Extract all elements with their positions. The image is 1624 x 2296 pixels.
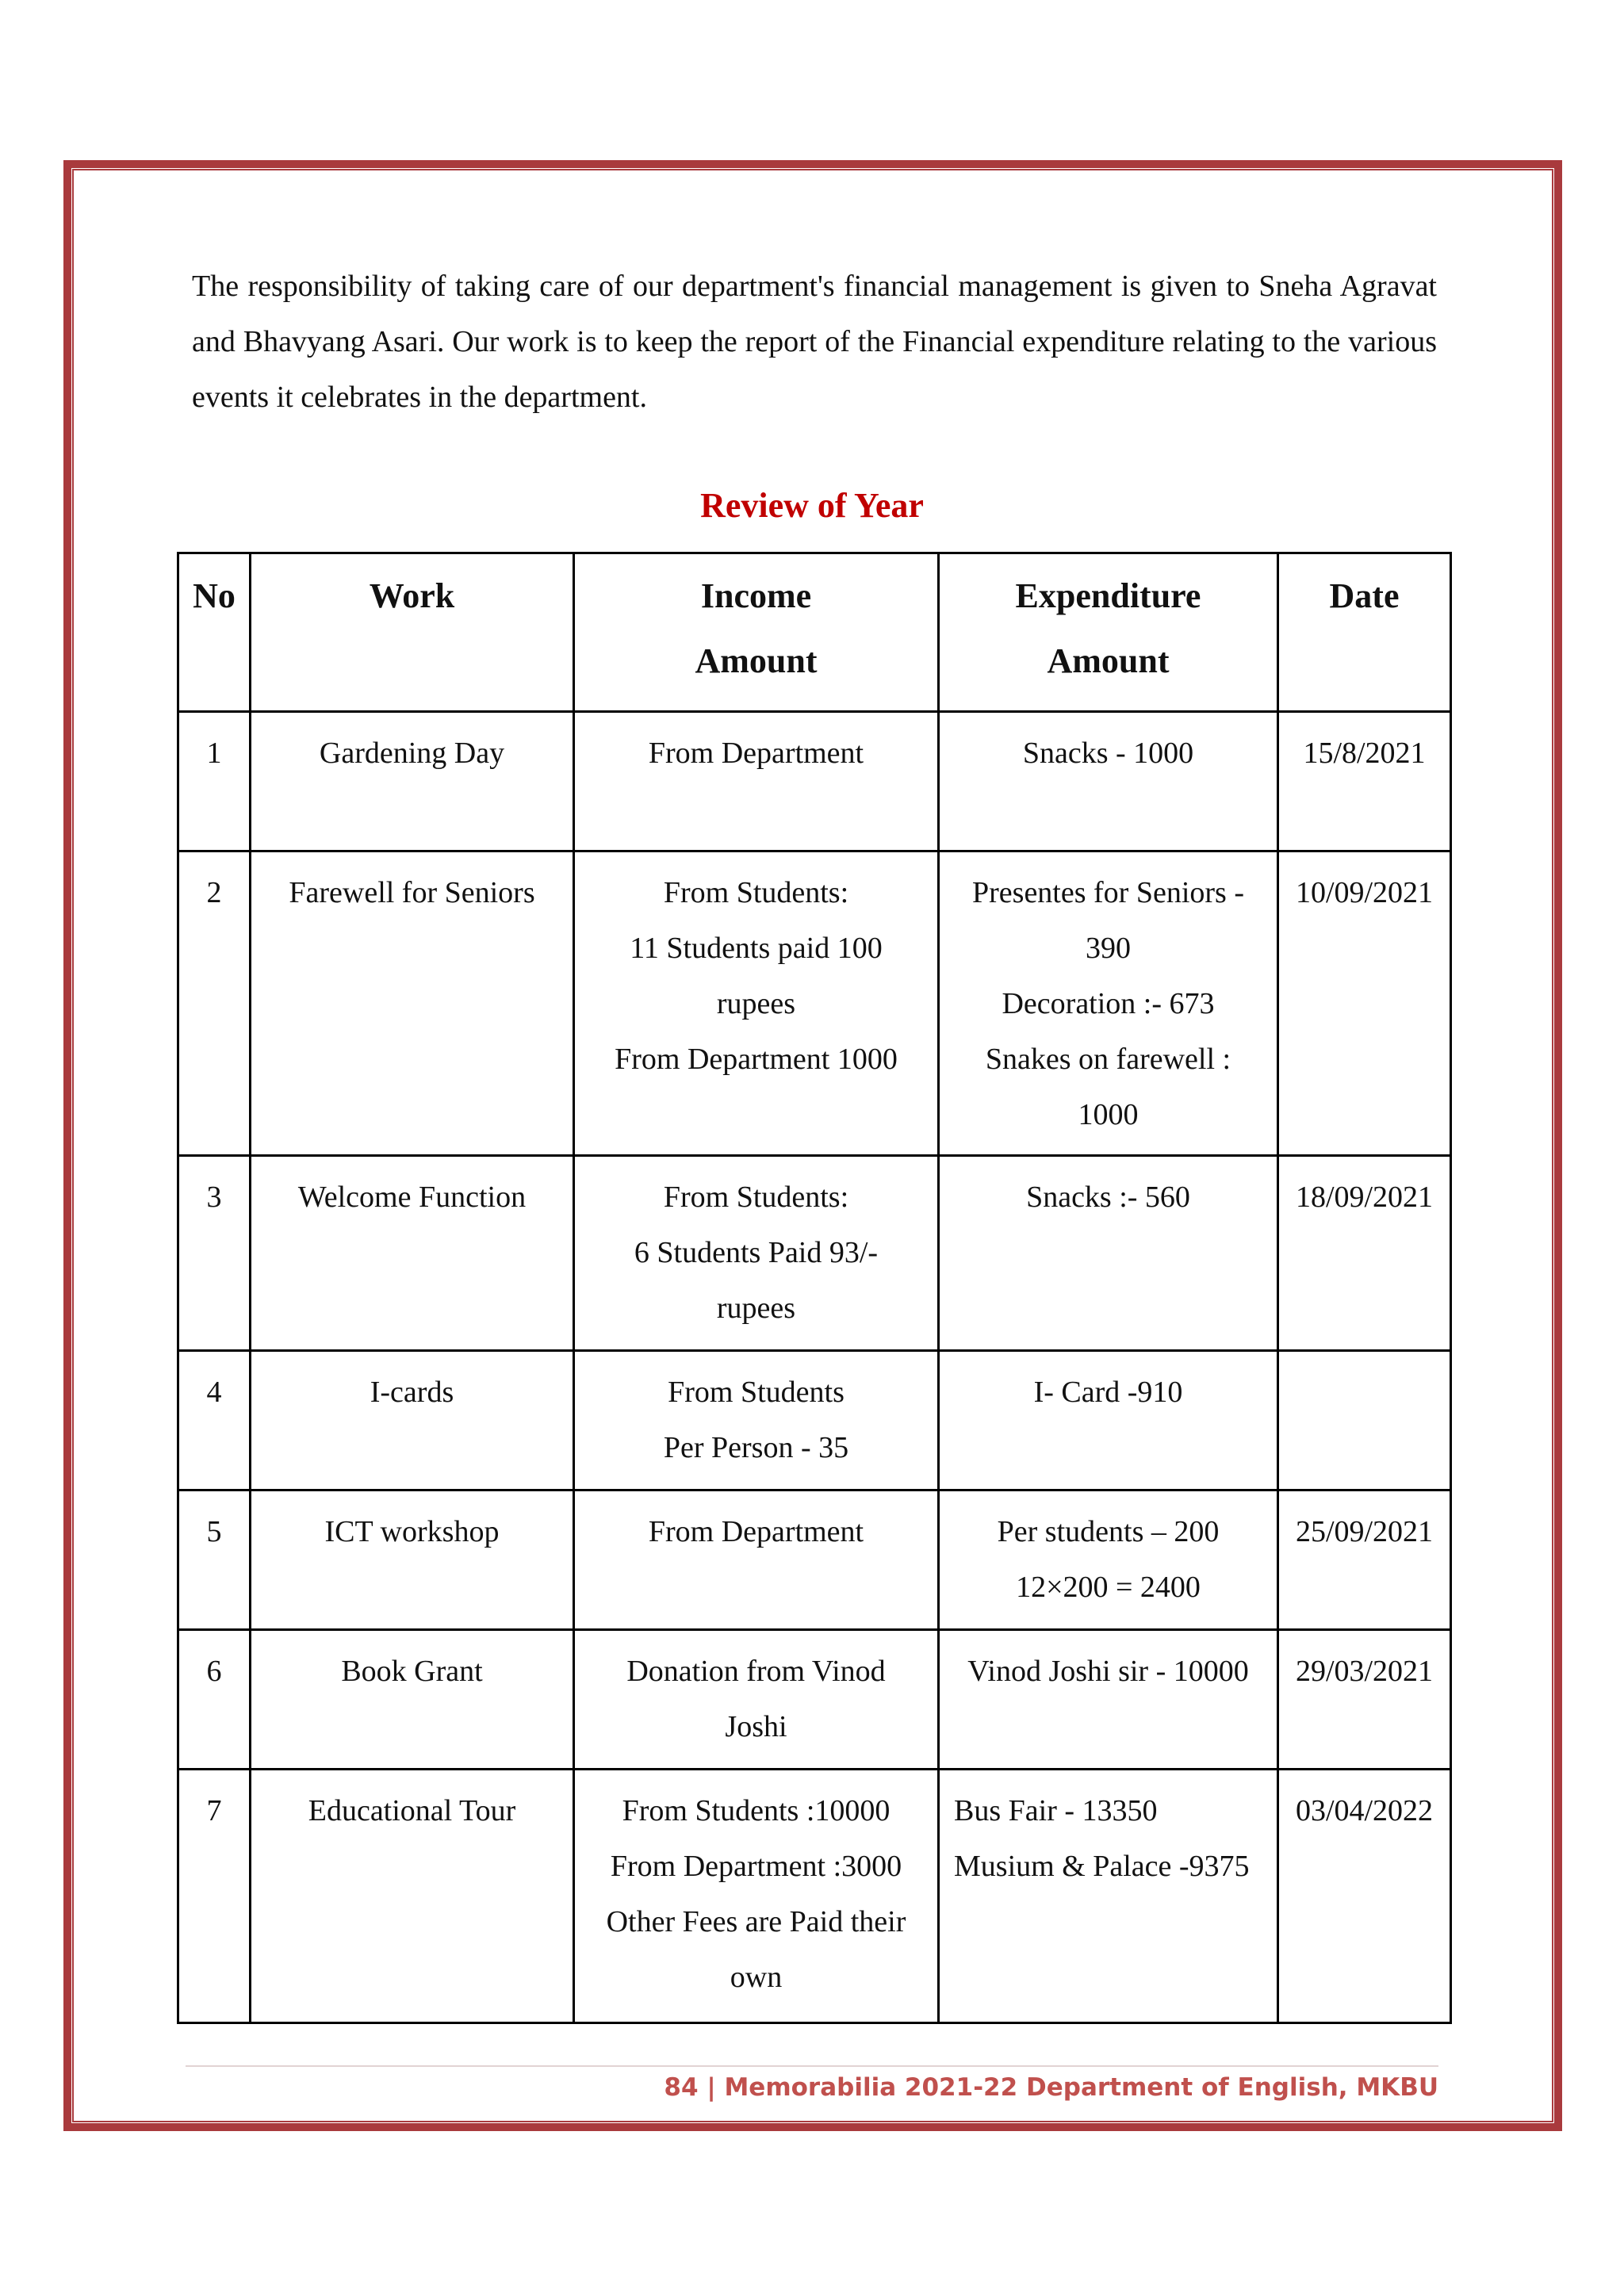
cell-work: Farewell for Seniors (251, 851, 574, 1156)
table-row (178, 1630, 1451, 1770)
table-row (178, 1490, 1451, 1630)
cell-work: Welcome Function (251, 1156, 574, 1351)
cell-income: From Department (574, 712, 939, 851)
cell-income: From Students :10000 From Department :3000 Other Fees are Paid their own (574, 1770, 939, 2023)
cell-no: 4 (178, 1351, 251, 1490)
table-header-row (178, 553, 1451, 712)
cell-income: From Students: 11 Students paid 100 rupees From Department 1000 (574, 851, 939, 1156)
cell-no: 7 (178, 1770, 251, 2023)
cell-expenditure: I- Card -910 (939, 1351, 1278, 1490)
cell-expenditure: Snacks :- 560 (939, 1156, 1278, 1351)
cell-income: From Students Per Person - 35 (574, 1351, 939, 1490)
cell-no: 6 (178, 1630, 251, 1770)
cell-income: Donation from Vinod Joshi (574, 1630, 939, 1770)
cell-date: 18/09/2021 (1278, 1156, 1451, 1351)
footer-separator: | (707, 2073, 716, 2102)
intro-paragraph: The responsibility of taking care of our department's financial management is given to Sneha Agravat and Bhavyang Asari. Our work is to keep the report of the Financial expenditure relating to the various events it celebrates in the department. (192, 270, 1437, 414)
header-no: No (178, 553, 251, 712)
cell-no: 2 (178, 851, 251, 1156)
table-row (178, 712, 1451, 851)
cell-income: From Students: 6 Students Paid 93/- rupees (574, 1156, 939, 1351)
header-work: Work (251, 553, 574, 712)
footer-title: Memorabilia 2021-22 Department of English, MKBU (724, 2073, 1438, 2102)
table-row (178, 851, 1451, 1156)
cell-work: Educational Tour (251, 1770, 574, 2023)
cell-date: 15/8/2021 (1278, 712, 1451, 851)
table-row (178, 1351, 1451, 1490)
cell-expenditure: Presentes for Seniors - 390 Decoration :- 673 Snakes on farewell : 1000 (939, 851, 1278, 1156)
cell-work: Gardening Day (251, 712, 574, 851)
cell-no: 5 (178, 1490, 251, 1630)
cell-expenditure: Per students – 200 12×200 = 2400 (939, 1490, 1278, 1630)
cell-no: 1 (178, 712, 251, 851)
cell-income: From Department (574, 1490, 939, 1630)
cell-work: Book Grant (251, 1630, 574, 1770)
table-row (178, 1156, 1451, 1351)
header-date: Date (1278, 553, 1451, 712)
review-title: Review of Year (700, 486, 924, 525)
cell-expenditure: Bus Fair - 13350 Musium & Palace -9375 (939, 1770, 1278, 2023)
footer-divider (186, 2065, 1438, 2067)
page-footer (664, 2073, 1438, 2102)
cell-date (1278, 1351, 1451, 1490)
cell-expenditure: Vinod Joshi sir - 10000 (939, 1630, 1278, 1770)
cell-date: 25/09/2021 (1278, 1490, 1451, 1630)
cell-work: ICT workshop (251, 1490, 574, 1630)
header-expenditure: Expenditure Amount (939, 553, 1278, 712)
table-row (178, 1770, 1451, 2023)
cell-expenditure: Snacks - 1000 (939, 712, 1278, 851)
header-income: Income Amount (574, 553, 939, 712)
cell-date: 03/04/2022 (1278, 1770, 1451, 2023)
cell-date: 10/09/2021 (1278, 851, 1451, 1156)
finance-table (177, 552, 1452, 2024)
page-number: 84 (664, 2073, 699, 2102)
cell-work: I-cards (251, 1351, 574, 1490)
cell-no: 3 (178, 1156, 251, 1351)
cell-date: 29/03/2021 (1278, 1630, 1451, 1770)
